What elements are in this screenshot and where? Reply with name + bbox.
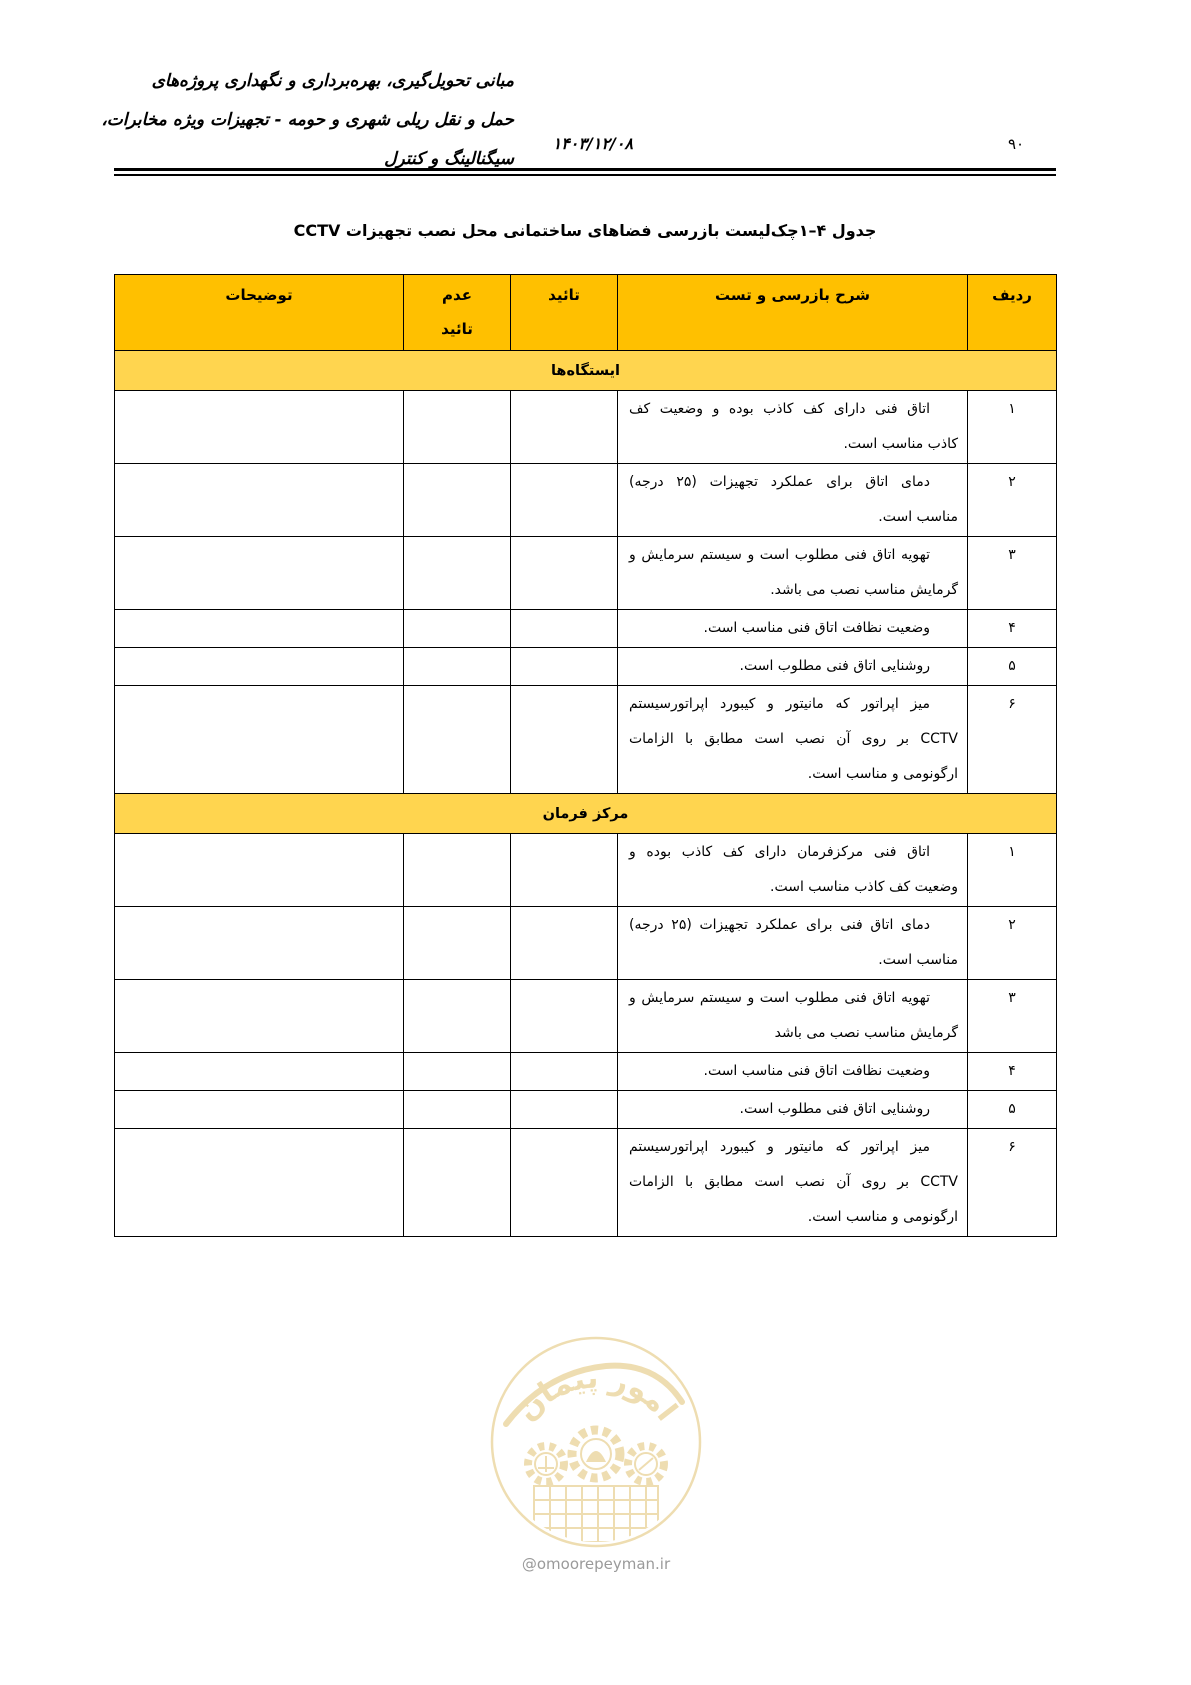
description-line: گرمایش مناسب نصب می باشد.: [770, 582, 958, 598]
description-line: مناسب است.: [878, 952, 958, 968]
table-row: [115, 834, 1057, 907]
table-row: [115, 1091, 1057, 1129]
description-line: روشنایی اتاق فنی مطلوب است.: [739, 658, 930, 674]
table-row: [115, 980, 1057, 1053]
table-row: [115, 537, 1057, 610]
notes-cell: [115, 648, 404, 686]
row-number-cell: ۴: [968, 610, 1057, 648]
approved-cell: [511, 648, 618, 686]
not-approved-cell: [404, 686, 511, 794]
description-line: وضعیت نظافت اتاق فنی مناسب است.: [703, 620, 930, 636]
gear-icon: [572, 1430, 620, 1478]
description-cell: [618, 1129, 968, 1237]
notes-cell: [115, 1091, 404, 1129]
inspection-checklist-table: [114, 274, 1057, 1237]
not-approved-cell: [404, 648, 511, 686]
description-cell: [618, 1091, 968, 1129]
document-date: ۱۴۰۳/۱۲/۰۸: [552, 134, 633, 153]
table-body: [115, 351, 1057, 1237]
approved-cell: [511, 1053, 618, 1091]
section-row: [115, 351, 1057, 391]
notes-cell: [115, 1129, 404, 1237]
section-row: [115, 794, 1057, 834]
table-header-row: [115, 275, 1057, 351]
column-header-label: ردیف: [992, 286, 1032, 304]
row-number-cell: ۲: [968, 464, 1057, 537]
notes-cell: [115, 610, 404, 648]
not-approved-cell: [404, 834, 511, 907]
approved-cell: [511, 686, 618, 794]
description-line: روشنایی اتاق فنی مطلوب است.: [739, 1101, 930, 1117]
column-header-notes: [115, 275, 404, 351]
gear-icon: [528, 1446, 564, 1482]
table-row: [115, 610, 1057, 648]
description-line: CCTV بر روی آن نصب است مطابق با الزامات: [629, 1174, 958, 1190]
header-divider: [114, 168, 1056, 176]
not-approved-cell: [404, 1091, 511, 1129]
notes-cell: [115, 980, 404, 1053]
description-cell: [618, 1053, 968, 1091]
section-title: ایستگاه‌ها: [115, 351, 1057, 391]
approved-cell: [511, 537, 618, 610]
notes-cell: [115, 907, 404, 980]
description-line: CCTV بر روی آن نصب است مطابق با الزامات: [629, 731, 958, 747]
section-title: مرکز فرمان: [115, 794, 1057, 834]
page-number: ۹۰: [1008, 135, 1025, 153]
column-header-label: تائید: [548, 286, 580, 304]
description-line: تهویه اتاق فنی مطلوب است و سیستم سرمایش و: [629, 990, 930, 1006]
approved-cell: [511, 391, 618, 464]
not-approved-cell: [404, 1129, 511, 1237]
table-row: [115, 648, 1057, 686]
column-header-label: توضیحات: [225, 286, 293, 304]
description-cell: [618, 391, 968, 464]
description-line: اتاق فنی دارای کف کاذب بوده و وضعیت کف: [629, 401, 930, 417]
row-number-cell: ۱: [968, 834, 1057, 907]
notes-cell: [115, 834, 404, 907]
approved-cell: [511, 834, 618, 907]
not-approved-cell: [404, 464, 511, 537]
approved-cell: [511, 1129, 618, 1237]
logo-group: [492, 1338, 700, 1546]
description-cell: [618, 834, 968, 907]
column-header-description: [618, 275, 968, 351]
description-cell: [618, 980, 968, 1053]
description-cell: [618, 537, 968, 610]
description-line: ارگونومی و مناسب است.: [807, 766, 958, 782]
notes-cell: [115, 1053, 404, 1091]
description-line: میز اپراتور که مانیتور و کیبورد اپراتورسیستم: [629, 696, 930, 712]
column-header-label-line-2: تائید: [441, 320, 473, 338]
logo-lettering-path: امور پیمان: [509, 1360, 684, 1428]
row-number-cell: ۳: [968, 980, 1057, 1053]
row-number-cell: ۱: [968, 391, 1057, 464]
table-row: [115, 1053, 1057, 1091]
not-approved-cell: [404, 391, 511, 464]
running-title-line-1: مبانی تحویل‌گیری، بهره‌برداری و نگهداری پروژه‌های: [151, 71, 514, 91]
description-line: اتاق فنی مرکزفرمان دارای کف کاذب بوده و: [629, 844, 930, 860]
description-cell: [618, 648, 968, 686]
row-number-cell: ۴: [968, 1053, 1057, 1091]
approved-cell: [511, 610, 618, 648]
approved-cell: [511, 907, 618, 980]
not-approved-cell: [404, 610, 511, 648]
description-line: مناسب است.: [878, 509, 958, 525]
table-row: [115, 391, 1057, 464]
notes-cell: [115, 537, 404, 610]
row-number-cell: ۵: [968, 1091, 1057, 1129]
row-number-cell: ۲: [968, 907, 1057, 980]
description-line: کاذب مناسب است.: [843, 436, 958, 452]
watermark-logo: [486, 1332, 706, 1552]
not-approved-cell: [404, 907, 511, 980]
description-line: گرمایش مناسب نصب می باشد: [774, 1025, 958, 1041]
column-header-label: شرح بازرسی و تست: [714, 286, 871, 304]
running-title-line-2: حمل و نقل ریلی شهری و حومه - تجهیزات ویژه مخابرات،: [101, 110, 514, 130]
description-line: تهویه اتاق فنی مطلوب است و سیستم سرمایش و: [629, 547, 930, 563]
row-number-cell: ۶: [968, 1129, 1057, 1237]
document-running-title: [101, 62, 514, 179]
row-number-cell: ۶: [968, 686, 1057, 794]
not-approved-cell: [404, 980, 511, 1053]
row-number-cell: ۳: [968, 537, 1057, 610]
notes-cell: [115, 391, 404, 464]
table-row: [115, 686, 1057, 794]
table-row: [115, 1129, 1057, 1237]
description-cell: [618, 610, 968, 648]
notes-cell: [115, 686, 404, 794]
table-row: [115, 464, 1057, 537]
logo-grid: [534, 1486, 658, 1542]
description-line: وضعیت کف کاذب مناسب است.: [770, 879, 958, 895]
description-cell: [618, 686, 968, 794]
gear-icon: [628, 1446, 664, 1482]
column-header-row-no: [968, 275, 1057, 351]
logo-lettering: [509, 1361, 683, 1428]
notes-cell: [115, 464, 404, 537]
table-caption: جدول ۴–۱چک‌لیست بازرسی فضاهای ساختمانی محل نصب تجهیزات CCTV: [293, 221, 877, 240]
description-line: دمای اتاق برای عملکرد تجهیزات (۲۵ درجه): [629, 474, 930, 490]
approved-cell: [511, 980, 618, 1053]
description-cell: [618, 907, 968, 980]
description-cell: [618, 464, 968, 537]
table-row: [115, 907, 1057, 980]
approved-cell: [511, 1091, 618, 1129]
column-header-not-approved: [404, 275, 511, 351]
description-line: وضعیت نظافت اتاق فنی مناسب است.: [703, 1063, 930, 1079]
column-header-label-line-1: عدم: [442, 286, 472, 304]
not-approved-cell: [404, 1053, 511, 1091]
description-line: دمای اتاق فنی برای عملکرد تجهیزات (۲۵ درجه): [629, 917, 930, 933]
row-number-cell: ۵: [968, 648, 1057, 686]
description-line: ارگونومی و مناسب است.: [807, 1209, 958, 1225]
not-approved-cell: [404, 537, 511, 610]
column-header-approved: [511, 275, 618, 351]
watermark-site-caption: @omoorepeyman.ir: [521, 1555, 671, 1573]
approved-cell: [511, 464, 618, 537]
description-line: میز اپراتور که مانیتور و کیبورد اپراتورسیستم: [629, 1139, 930, 1155]
running-title-line-3: سیگنالینگ و کنترل: [384, 149, 514, 169]
